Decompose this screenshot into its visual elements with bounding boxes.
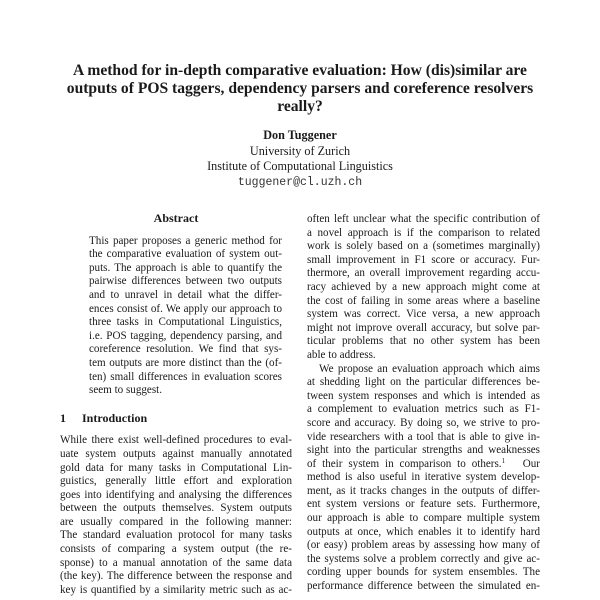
abstract-line: and to unravel in detail what the differ-: [89, 288, 282, 301]
body-line: vide researchers with a tool that is able to give in-: [307, 430, 540, 443]
title-line: really?: [277, 98, 323, 115]
abstract-line: ences consist of. We apply our approach to: [89, 302, 282, 315]
body-line: a novel approach is if the comparison to related: [307, 226, 540, 239]
intro-line: gold data for many tasks in Computational Lin-: [60, 461, 292, 474]
title-line: outputs of POS taggers, dependency parsers and coreference resolvers: [66, 80, 534, 97]
intro-line: guistics, generally little effort and exploration: [60, 475, 292, 488]
right-column: [307, 213, 540, 594]
body-line: method is also useful in iterative system develop-: [307, 471, 540, 484]
introduction-body: [60, 434, 292, 597]
body-line: ment, as it tracks changes in the outputs of differ-: [307, 484, 540, 497]
paper-title: [60, 62, 540, 116]
intro-line: between the outputs themselves. System outputs: [60, 502, 292, 515]
abstract-line: i.e. POS tagging, dependency parsing, and: [89, 329, 282, 342]
body-line: score and accuracy. By doing so, we strive to pro-: [307, 416, 540, 429]
body-line: sight into the particular strengths and weaknesses: [307, 444, 540, 457]
author-email: tuggener@cl.uzh.ch: [237, 175, 363, 189]
abstract-line: tem outputs are more distinct than the (of-: [89, 356, 282, 369]
intro-line: (the key). The difference between the response and: [60, 570, 292, 583]
body-line: the systems solve a problem correctly and give ac-: [307, 552, 540, 565]
body-text: Our: [522, 457, 540, 470]
section-heading-introduction: [60, 412, 292, 426]
abstract-line: This paper proposes a generic method for: [89, 234, 282, 247]
intro-line: consists of comparing a system output (the re-: [60, 543, 292, 556]
right-paragraph-2: [307, 363, 540, 594]
body-text: of their system in comparison to others.: [307, 457, 502, 470]
body-line: work is solely based on a (sometimes marginally): [307, 240, 540, 253]
body-line: a complement to evaluation metrics such as F1-: [307, 403, 540, 416]
footnote-marker[interactable]: 1: [501, 456, 506, 465]
body-line: the cost of failing in some areas where a baseline: [307, 294, 540, 307]
abstract-line: the comparative evaluation of system out-: [89, 248, 282, 261]
body-line: racy achieved by a new approach might come at: [307, 280, 540, 293]
body-line: outputs at once, which enables it to identify hard: [307, 525, 540, 538]
author-block: [60, 128, 540, 190]
intro-line: While there exist well-defined procedures to eval-: [60, 434, 292, 447]
body-line: system was correct. Vice versa, a new approach: [307, 308, 540, 321]
body-line: ent system versions or feature sets. Furthermore,: [307, 498, 540, 511]
title-line: A method for in-depth comparative evaluation: How (dis)similar are: [73, 62, 527, 79]
body-line: thermore, an overall improvement regarding accu-: [307, 267, 540, 280]
body-line: tween system responses and which is intended as: [307, 389, 540, 402]
body-line: able to address.: [307, 348, 376, 361]
section-title: Introduction: [82, 410, 148, 425]
abstract-line: coreference resolution. We find that sys-: [89, 343, 282, 356]
body-line: performance difference between the simulated en-: [307, 580, 540, 593]
intro-line: key is quantified by a similarity metric such as ac-: [60, 583, 292, 596]
author-affiliation: University of Zurich: [249, 143, 351, 158]
body-line: ticular problems that no other system has been: [307, 335, 540, 348]
body-line: small improvement in F1 score or accuracy. Fur-: [307, 253, 540, 266]
abstract-line: seem to suggest.: [89, 384, 163, 397]
author-institute: Institute of Computational Linguistics: [207, 159, 393, 173]
abstract-heading: Abstract: [153, 211, 199, 225]
body-line: our approach is able to compare multiple system: [307, 512, 540, 525]
abstract-line: puts. The approach is able to quantify the: [89, 261, 282, 274]
section-number: 1: [60, 410, 66, 425]
body-line: We propose an evaluation approach which aims: [319, 362, 540, 375]
right-paragraph-1: [307, 213, 540, 363]
intro-line: The standard evaluation protocol for many tasks: [60, 529, 292, 542]
body-line: cording upper bounds for system ensembles. The: [307, 566, 540, 579]
author-name: Don Tuggener: [263, 128, 337, 142]
body-line: (or easy) problem areas by assessing how many of: [307, 539, 540, 552]
body-line: often left unclear what the specific contribution of: [307, 213, 540, 225]
body-line: might not improve overall accuracy, but solve par-: [307, 321, 540, 334]
intro-line: are usually compared in the following manner:: [60, 515, 292, 528]
abstract-line: three tasks in Computational Linguistics,: [89, 316, 282, 329]
abstract-line: ten) small differences in evaluation scores: [89, 370, 282, 383]
body-line: at shedding light on the particular differences be-: [307, 376, 540, 389]
abstract-body: [89, 235, 282, 398]
intro-line: goes into identifying and analysing the differences: [60, 488, 292, 501]
left-column: [60, 212, 292, 597]
abstract-line: pairwise differences between two outputs: [89, 275, 282, 288]
intro-line: uate system outputs against manually annotated: [60, 447, 292, 460]
intro-line: sponse) to a manual annotation of the same data: [60, 556, 292, 569]
body-line-with-footnote: [307, 458, 540, 472]
